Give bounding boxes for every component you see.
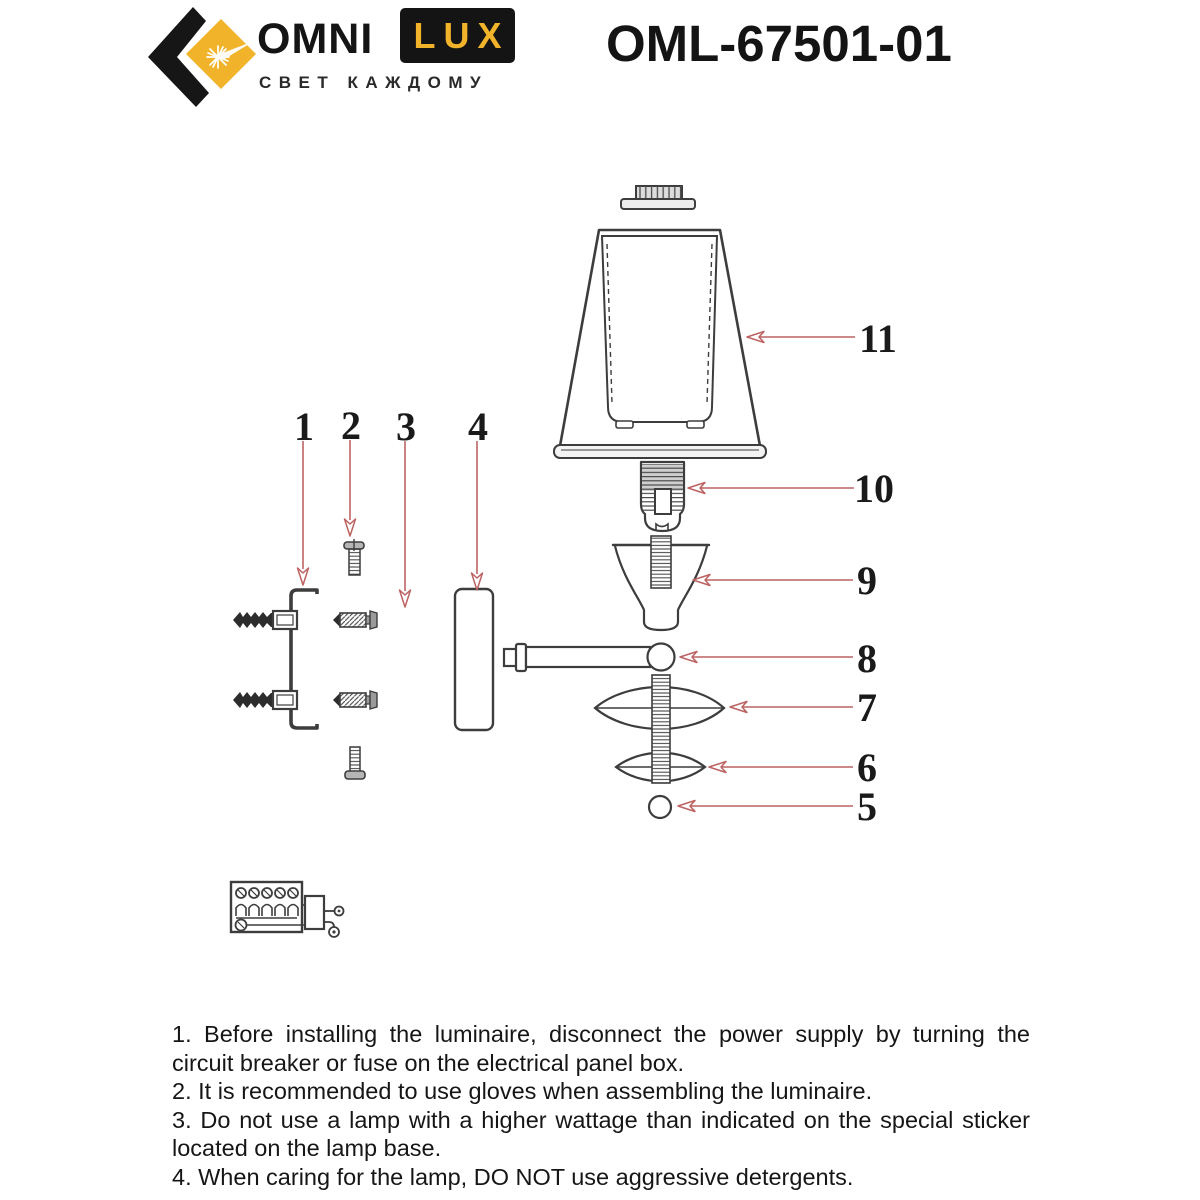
part-label-7: 7 [857,685,877,730]
lamp-socket-drawing [641,462,684,531]
terminal-block-drawing [231,882,344,937]
wall-anchor-drawing [233,691,297,709]
wall-arm-drawing [504,644,675,672]
part-label-1: 1 [294,404,314,449]
top-finial-drawing [621,186,695,209]
part-label-6: 6 [857,745,877,790]
brand-tagline: СВЕТ КАЖДОМУ [259,73,489,92]
instruction-2: 2. It is recommended to use gloves when assembling the luminaire. [172,1078,873,1104]
threaded-rod-drawing [652,675,670,783]
instruction-3: 3. Do not use a lamp with a higher wattage than indicated on the special sticker located on the lamp base. [172,1106,1030,1161]
part-label-3: 3 [396,404,416,449]
wall-anchor-drawing [233,611,297,629]
mounting-screw-drawing [333,611,377,629]
mounting-screw-drawing [333,691,377,709]
small-screw-drawing [345,747,365,779]
machine-screw-drawing [344,539,364,575]
brand-lux-badge [400,8,515,63]
part-label-10: 10 [854,466,894,511]
stem-cone-drawing [613,536,709,630]
mounting-plate-drawing [455,589,493,730]
part-label-9: 9 [857,558,877,603]
ball-finial-drawing [649,796,671,818]
part-label-11: 11 [859,316,897,361]
instruction-4: 4. When caring for the lamp, DO NOT use aggressive detergents. [172,1163,854,1190]
brand-lux-label: LUX [413,14,510,56]
part-label-2: 2 [341,403,361,448]
part-label-4: 4 [468,404,488,449]
lampshade-drawing [554,230,766,458]
part-label-5: 5 [857,784,877,829]
brand-name: OMNI [257,15,374,63]
installation-instructions [172,1020,1030,1191]
omnilux-logo-icon [148,7,256,107]
instruction-1: 1. Before installing the luminaire, disconnect the power supply by turning the circuit breaker or fuse on the electrical panel box. [172,1021,1030,1076]
model-number: OML-67501-01 [606,15,952,72]
part-label-8: 8 [857,636,877,681]
